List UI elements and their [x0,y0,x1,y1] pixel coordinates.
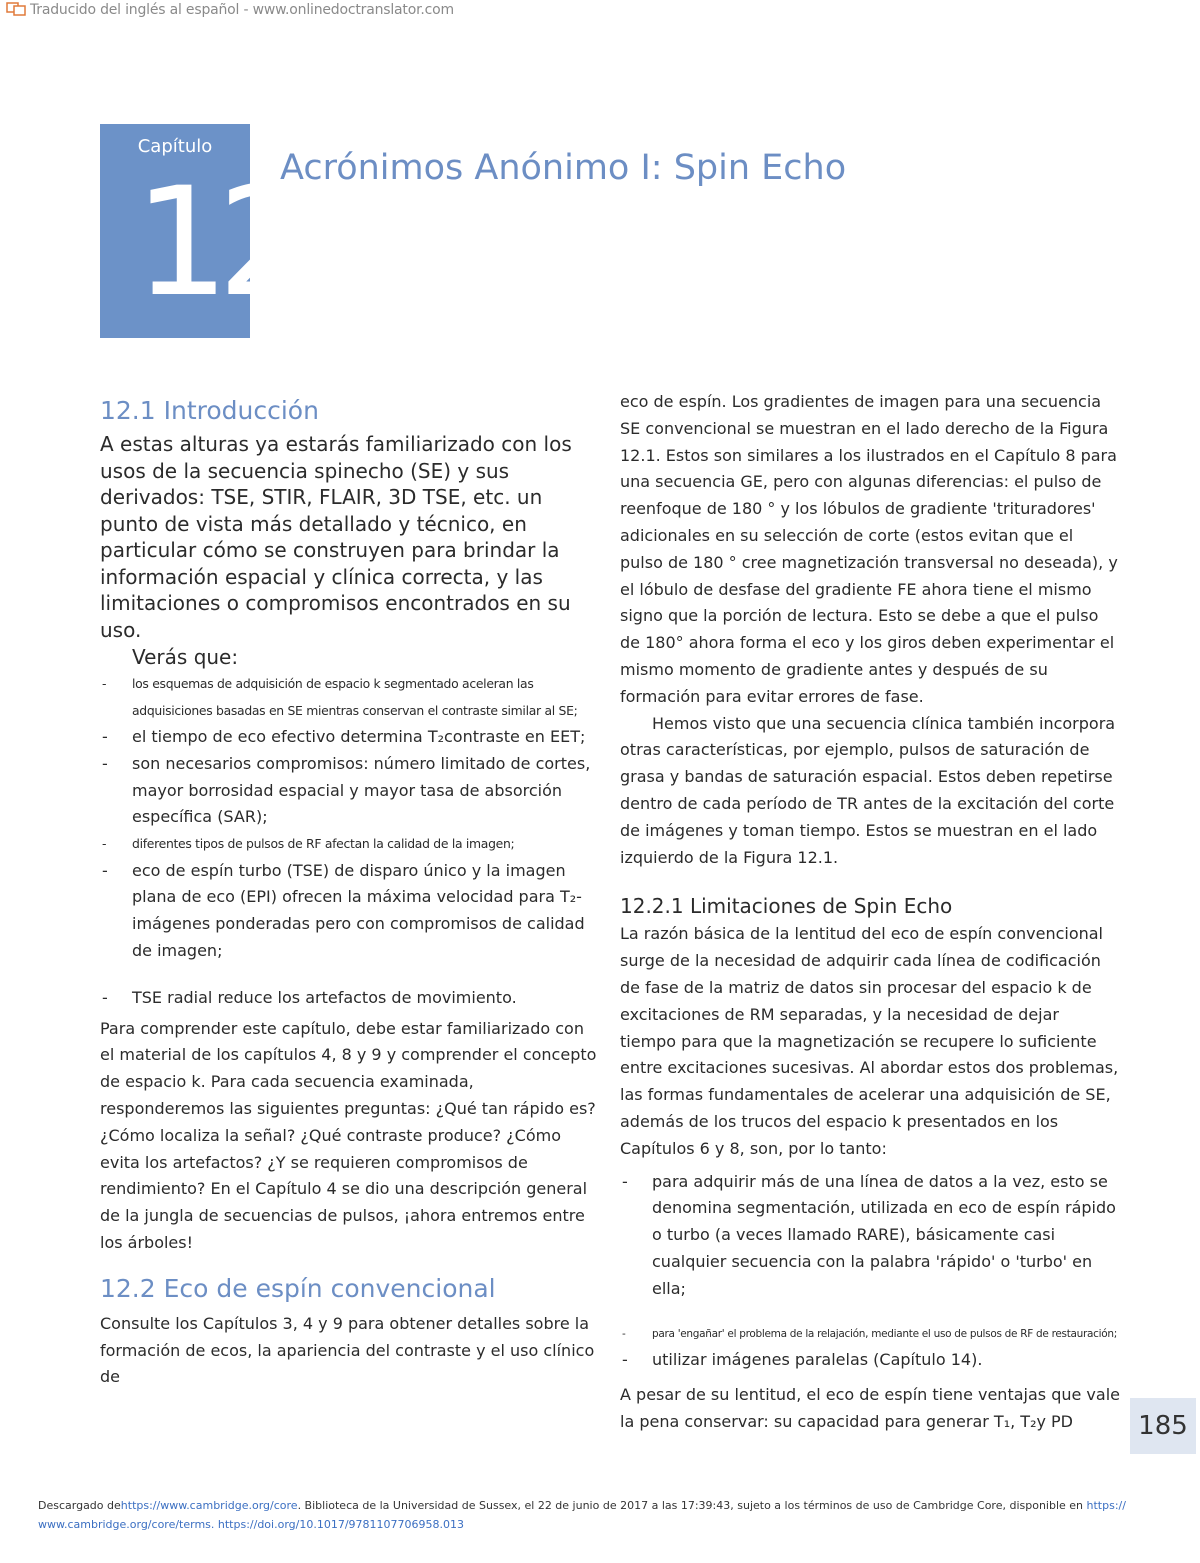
page-number: 185 [1130,1398,1196,1454]
objectives-list [100,671,600,1012]
chapter-number: 12 [134,156,301,330]
list-item: - para adquirir más de una línea de datos a la vez, esto se denomina segmentación, utilizada en eco de espín rápido o turbo (a veces llamado RARE), básicamente casi cualquier secuencia con la palabra 'rápido' o 'turbo' en ella; [620,1169,1120,1303]
speedup-list [620,1169,1120,1374]
banner-text: Traducido del inglés al español - www.onlinedoctranslator.com [30,2,454,18]
translate-icon [6,2,26,16]
cambridge-core-link[interactable]: https://www.cambridge.org/core [120,1499,298,1512]
chapter-title: Acrónimos Anónimo I: Spin Echo [280,148,847,188]
terms-link-start[interactable]: https:// [1086,1499,1126,1512]
body-paragraph: La razón básica de la lentitud del eco de espín convencional surge de la necesidad de adquirir cada línea de codificación de fase de la matriz de datos sin procesar del espacio k de excitaciones de RM separadas, y la necesidad de dejar tiempo para que la magnetización se recupere lo suficiente entre excitaciones sucesivas. Al abordar estos dos problemas, las formas fundamentales de acelerar una adquisición de SE, además de los trucos del espacio k presentados en los Capítulos 6 y 8, son, por lo tanto: [620,924,1119,1158]
terms-link[interactable]: www.cambridge.org/core/terms [38,1518,211,1531]
body-paragraph: eco de espín. Los gradientes de imagen para una secuencia SE convencional se muestran en el lado derecho de la Figura 12.1. Estos son similares a los ilustrados en el Capítulo 8 para una secuencia GE, pero con algunas diferencias: el pulso de reenfoque de 180 ° y los lóbulos de gradiente 'trituradores' adicionales en su selección de corte (estos evitan que el pulso de 180 ° cree magnetización transversal no deseada), y el lóbulo de desfase del gradiente FE ahora tiene el mismo signo que la porción de lectura. Esto se debe a que el pulso de 180° ahora forma el eco y los giros deben experimentar el mismo momento de gradiente antes y después de su formación para evitar errores de fase. [620,392,1118,706]
chapter-box [100,124,301,338]
list-item: - son necesarios compromisos: número limitado de cortes, mayor borrosidad espacial y mayor tasa de absorción específica (SAR); [100,751,600,831]
list-item: - utilizar imágenes paralelas (Capítulo 14). [620,1347,1120,1374]
download-footer [38,1496,1168,1534]
body-paragraph: Para comprender este capítulo, debe estar familiarizado con el material de los capítulos 4, 8 y 9 y comprender el concepto de espacio k. Para cada secuencia examinada, responderemos las siguientes preguntas: ¿Qué tan rápido es? ¿Cómo localiza la señal? ¿Qué contraste produce? ¿Cómo evita los artefactos? ¿Y se requieren compromisos de rendimiento? En el Capítulo 4 se dio una descripción general de la jungla de secuencias de pulsos, ¡ahora entremos entre los árboles! [100,1018,597,1253]
footer-prefix: Descargado de [38,1499,121,1512]
section-heading: 12.1 Introducción [100,396,319,425]
subsection-heading: 12.2.1 Limitaciones de Spin Echo [620,894,953,919]
body-paragraph: Hemos visto que una secuencia clínica también incorpora otras características, por ejemplo, pulsos de saturación de grasa y bandas de saturación espacial. Estos deben repetirse dentro de cada período de TR antes de la excitación del corte de imágenes y toman tiempo. Estos se muestran en el lado izquierdo de la Figura 12.1. [620,713,1116,867]
footer-text: . Biblioteca de la Universidad de Sussex, el 22 de junio de 2017 a las 17:39:43, sujeto a los términos de uso de Cambridge Core, disponible en [297,1499,1084,1512]
list-item: - diferentes tipos de pulsos de RF afectan la calidad de la imagen; [100,831,600,858]
body-paragraph: A pesar de su lentitud, el eco de espín tiene ventajas que vale la pena conservar: su capacidad para generar T₁, T₂y PD [620,1384,1120,1431]
intro-paragraph: A estas alturas ya estarás familiarizado con los usos de la secuencia spinecho (SE) y sus derivados: TSE, STIR, FLAIR, 3D TSE, etc. un punto de vista más detallado y técnico, en particular cómo se construyen para brindar la información espacial y clínica correcta, y las limitaciones o compromisos encontrados en su uso. [100,432,572,642]
intro-lead: Verás que: [132,645,239,669]
list-item: - TSE radial reduce los artefactos de movimiento. [100,985,600,1012]
list-item: - eco de espín turbo (TSE) de disparo único y la imagen plana de eco (EPI) ofrecen la máxima velocidad para T₂- imágenes ponderadas pero con compromisos de calidad de imagen; [100,858,600,965]
section-heading: 12.2 Eco de espín convencional [100,1273,496,1303]
right-column [620,389,1120,1435]
doi-link[interactable]: . https://doi.org/10.1017/9781107706958.013 [210,1518,465,1531]
left-column [100,395,600,1391]
list-item: - el tiempo de eco efectivo determina T₂contraste en EET; [100,724,600,751]
chapter-label: Capítulo [137,136,213,157]
body-paragraph: Consulte los Capítulos 3, 4 y 9 para obtener detalles sobre la formación de ecos, la apariencia del contraste y el uso clínico de [100,1313,595,1387]
translator-banner [6,2,454,18]
list-item: - para 'engañar' el problema de la relajación, mediante el uso de pulsos de RF de restauración; [620,1321,1120,1348]
list-item: - los esquemas de adquisición de espacio k segmentado aceleran las adquisiciones basadas en SE mientras conservan el contraste similar al SE; [100,671,600,724]
